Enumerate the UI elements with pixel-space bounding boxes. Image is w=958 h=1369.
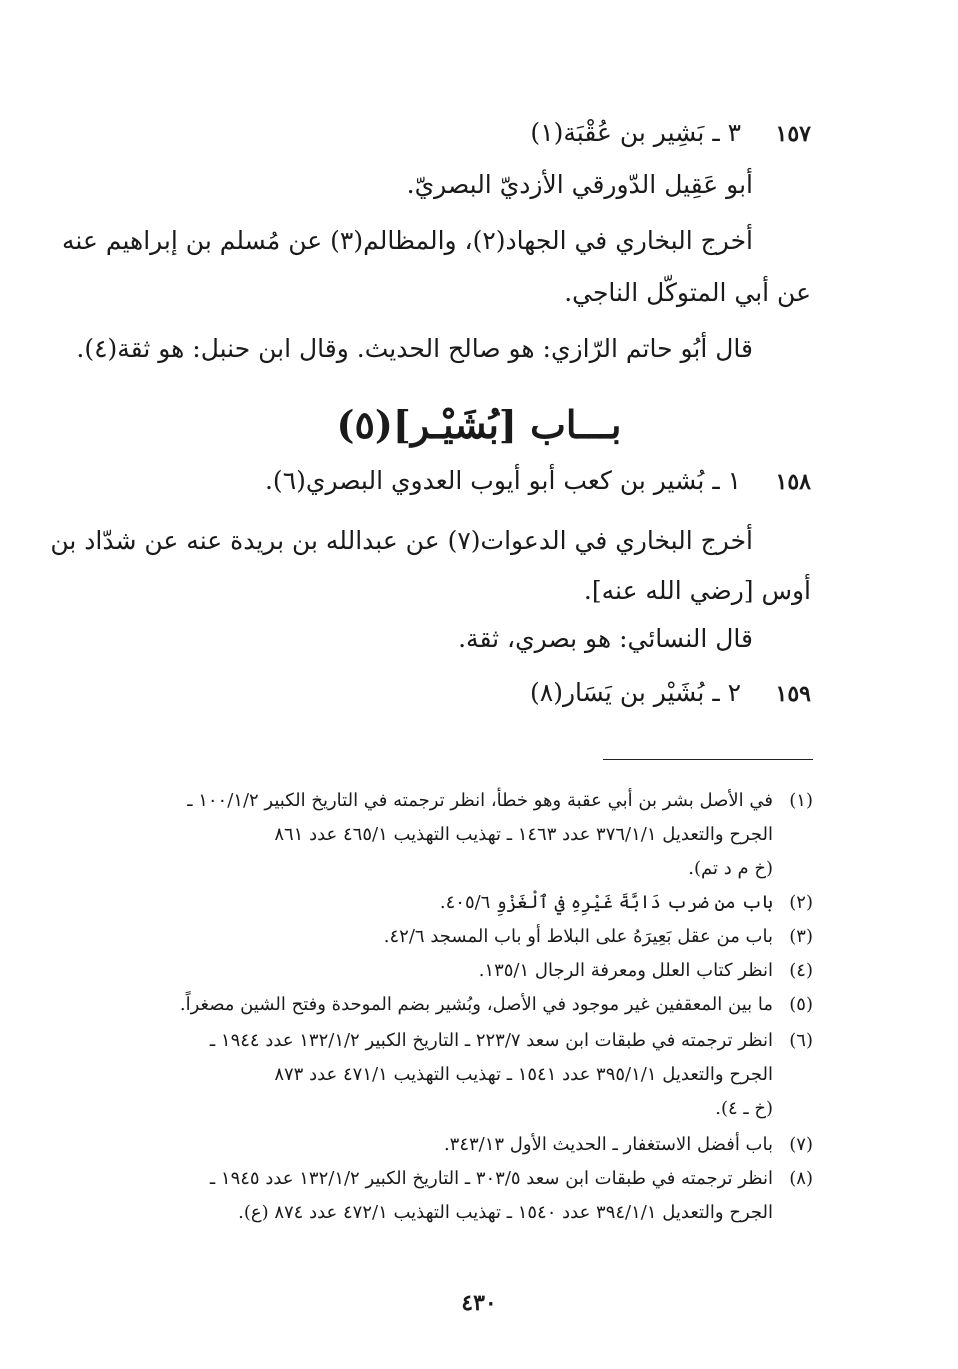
footnote-line: الجرح والتعديل ٣٩٤/١/١ عدد ١٥٤٠ ـ تهذيب التهذيب ٤٧٢/١ عدد ٨٧٤ (ع).: [238, 1202, 773, 1223]
footnote-number: (٥): [789, 994, 813, 1015]
entry-157: ١٥٧ ٣ ـ بَشِير بن عُقْبَة(١): [530, 118, 811, 147]
entry-number: ١٥٧: [775, 121, 811, 147]
footnote: [143, 920, 813, 954]
footnote-number: (٤): [789, 960, 813, 981]
footnote: [143, 954, 813, 988]
paragraph-line: أخرج البخاري في الدعوات(٧) عن عبدالله بن بريدة عنه عن شدّاد بن: [50, 526, 753, 555]
entry-name: بُشير بن كعب أبو أيوب العدوي البصري(٦).: [264, 466, 705, 495]
footnote-number: (١): [789, 790, 813, 811]
entry-index: ٢: [727, 678, 742, 707]
footnote-number: (٧): [789, 1134, 813, 1155]
footnote-line: انظر كتاب العلل ومعرفة الرجال ١٣٥/١.: [478, 960, 773, 981]
footnote-line: في الأصل بشر بن أبي عقبة وهو خطأ، انظر ترجمته في التاريخ الكبير ١٠٠/١/٢ ـ: [187, 790, 773, 811]
section-heading: بـــاب [بُشَيْـر](٥): [336, 402, 622, 447]
footnote-number: (٢): [789, 892, 813, 913]
entry-number: ١٥٩: [775, 681, 811, 707]
footnote: [143, 1024, 813, 1126]
footnote-line: الجرح والتعديل ٣٩٥/١/١ عدد ١٥٤١ ـ تهذيب التهذيب ٤٧١/١ عدد ٨٧٣: [274, 1064, 773, 1085]
kunya-line: أبو عَقِيل الدّورقي الأزديّ البصريّ.: [406, 170, 753, 199]
entry-159: ١٥٩ ٢ ـ بُشَيْر بن يَسَار(٨): [529, 678, 811, 707]
entry-number: ١٥٨: [775, 469, 811, 495]
footnote-line: باب من عقل بَعِيرَهُ على البلاط أو باب المسجد ٤٢/٦.: [383, 926, 773, 947]
footnote-line: ما بين المعقفين غير موجود في الأصل، وبُشير بضم الموحدة وفتح الشين مصغراً.: [179, 994, 773, 1015]
footnote: [143, 886, 813, 920]
footnote-number: (٦): [789, 1030, 813, 1051]
footnote-line: (خ م د تم).: [688, 858, 773, 879]
footnote: [143, 988, 813, 1022]
entry-name: بُشَيْر بن يَسَار(٨): [529, 678, 705, 707]
entry-name: بَشِير بن عُقْبَة(١): [530, 118, 705, 147]
footnote-separator: [603, 759, 813, 760]
paragraph-line: أخرج البخاري في الجهاد(٢)، والمظالم(٣) عن مُسلم بن إبراهيم عنه: [62, 226, 753, 255]
footnote-number: (٣): [789, 926, 813, 947]
entry-index: ٣: [727, 118, 742, 147]
paragraph-line: عن أبي المتوكّل الناجي.: [564, 278, 811, 307]
footnote-line: باب أفضل الاستغفار ـ الحديث الأول ٣٤٣/١٣.: [443, 1134, 773, 1155]
footnote-number: (٨): [789, 1168, 813, 1189]
paragraph-line: أوس [رضي الله عنه].: [583, 576, 811, 605]
footnote-line: (خ ـ ٤).: [715, 1098, 773, 1119]
footnote: [143, 1128, 813, 1162]
entry-158: ١٥٨ ١ ـ بُشير بن كعب أبو أيوب العدوي البصري(٦).: [264, 466, 811, 495]
footnote-line: باب من ضرب دَابَّةَ غَيْرِهِ في ٱلْغَزْوِ ٤٠٥/٦.: [439, 892, 773, 913]
footnote-line: انظر ترجمته في طبقات ابن سعد ٣٠٣/٥ ـ التاريخ الكبير ١٣٢/١/٢ عدد ١٩٤٥ ـ: [209, 1168, 773, 1189]
entry-index: ١: [727, 466, 742, 495]
footnote-line: الجرح والتعديل ٣٧٦/١/١ عدد ١٤٦٣ ـ تهذيب التهذيب ٤٦٥/١ عدد ٨٦١: [274, 824, 773, 845]
footnote: [143, 784, 813, 886]
paragraph-line: قال النسائي: هو بصري، ثقة.: [458, 624, 753, 653]
page-number: ٤٣٠: [461, 1290, 497, 1316]
paragraph-line: قال أبُو حاتم الرّازي: هو صالح الحديث. وقال ابن حنبل: هو ثقة(٤).: [76, 334, 753, 363]
footnote: [143, 1162, 813, 1230]
footnote-line: انظر ترجمته في طبقات ابن سعد ٢٢٣/٧ ـ التاريخ الكبير ١٣٢/١/٢ عدد ١٩٤٤ ـ: [209, 1030, 773, 1051]
